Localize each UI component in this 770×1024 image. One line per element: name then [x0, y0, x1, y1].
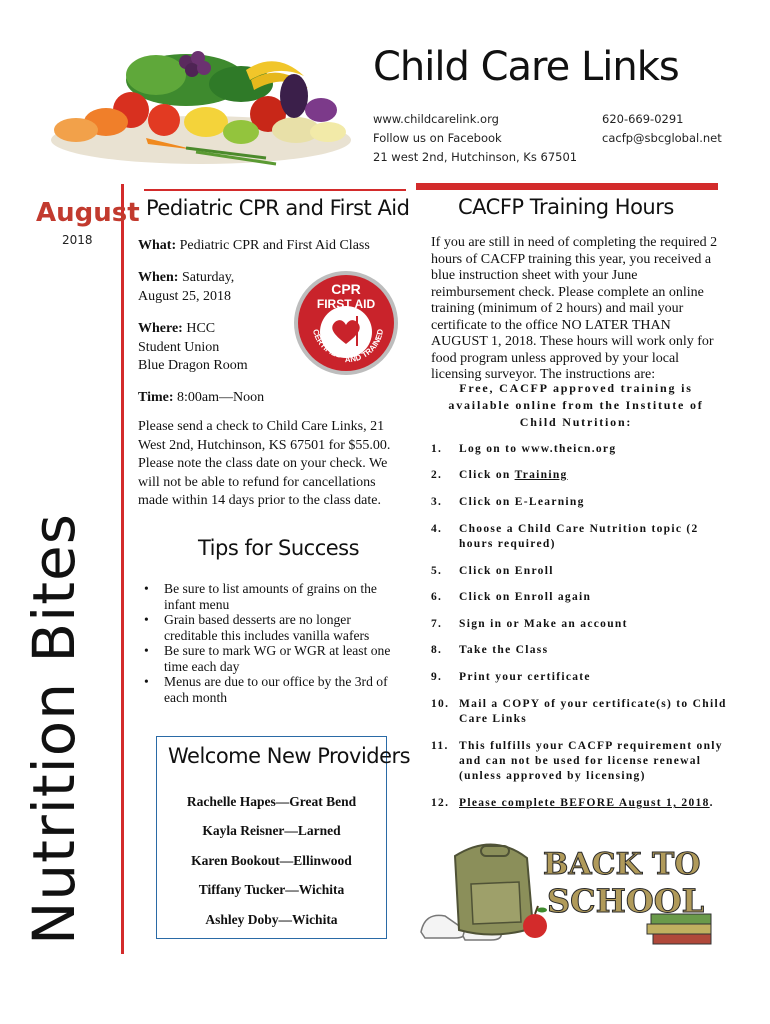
- cpr-when: When: Saturday, August 25, 2018: [138, 270, 235, 304]
- provider-name: Kayla Reisner—Larned: [202, 823, 341, 838]
- tips-section-title: Tips for Success: [198, 536, 360, 560]
- svg-text:CERTIFIED: CERTIFIED: [310, 328, 343, 360]
- newsletter-title: Child Care Links: [373, 44, 679, 90]
- tip-item: • Grain based desserts are no longer creditable this includes vanilla wafers: [138, 612, 400, 643]
- year-text: 2018: [62, 233, 93, 247]
- welcome-section-title: Welcome New Providers: [168, 744, 411, 768]
- month-text: August: [36, 198, 140, 228]
- tip-item: • Be sure to list amounts of grains on the infant menu: [138, 581, 400, 612]
- cpr-section-title: Pediatric CPR and First Aid: [146, 196, 410, 220]
- tips-list: [138, 581, 400, 705]
- tip-item: • Be sure to mark WG or WGR at least one time each day: [138, 643, 400, 674]
- back-to-text: BACK TO: [543, 847, 701, 882]
- cpr-what: What: Pediatric CPR and First Aid Class: [138, 238, 370, 253]
- red-rule-right: [416, 183, 718, 190]
- training-link[interactable]: Training: [514, 469, 568, 481]
- red-rule-left: [144, 189, 406, 191]
- vertical-masthead: Nutrition Bites: [20, 513, 88, 945]
- facebook-link[interactable]: Follow us on Facebook: [373, 131, 502, 145]
- website-link[interactable]: www.childcarelink.org: [373, 112, 499, 126]
- free-training-heading: Free, CACFP approved training is available online from the Institute of Child Nutrition:: [448, 381, 704, 429]
- red-vertical-rule: [121, 184, 124, 954]
- back-to-school-image: [415, 832, 715, 948]
- provider-name: Tiffany Tucker—Wichita: [198, 882, 345, 897]
- tip-item: • Menus are due to our office by the 3rd of each month: [138, 674, 400, 705]
- svg-text:CPR: CPR: [331, 281, 361, 297]
- cpr-time: Time: 8:00am—Noon: [138, 390, 265, 405]
- provider-name: Rachelle Hapes—Great Bend: [186, 794, 357, 809]
- email-link[interactable]: cacfp@sbcglobal.net: [602, 131, 722, 145]
- school-text: SCHOOL: [547, 882, 705, 920]
- month-badge: [34, 192, 140, 228]
- fruit-vegetables-image: [36, 40, 366, 176]
- provider-name: Karen Bookout—Ellinwood: [191, 853, 352, 868]
- cpr-first-aid-seal: [293, 270, 399, 376]
- provider-name: Ashley Doby—Wichita: [205, 912, 338, 927]
- svg-text:AND TRAINED: AND TRAINED: [344, 328, 386, 365]
- svg-text:FIRST AID: FIRST AID: [316, 297, 376, 311]
- cpr-payment-note: Please send a check to Child Care Links, 21 West 2nd, Hutchinson, KS 67501 for $55.00. Please note the class date on your check. We will not be able to refund for cancellations made within 14 days prior to the class date.: [138, 419, 391, 508]
- cacfp-intro-paragraph: If you are still in need of completing the required 2 hours of CACFP training this year, you received a blue instruction sheet with your June reimbursement check. Please complete an online training (minimum of 2 hours) and mail your certificate to the office NO LATER THAN AUGUST 1, 2018. These hours will work only for food program unless approved by your local licensing surveyor. The instructions are:: [431, 235, 718, 382]
- deadline-link[interactable]: Please complete BEFORE August 1, 2018: [459, 797, 710, 809]
- phone-text: 620-669-0291: [602, 112, 684, 126]
- contact-info-right: [602, 110, 722, 148]
- contact-info-left: [373, 110, 577, 167]
- cacfp-section-title: CACFP Training Hours: [458, 195, 674, 219]
- address-text: 21 west 2nd, Hutchinson, Ks 67501: [373, 150, 578, 164]
- cpr-where: Where: HCC Student Union Blue Dragon Room: [138, 321, 248, 373]
